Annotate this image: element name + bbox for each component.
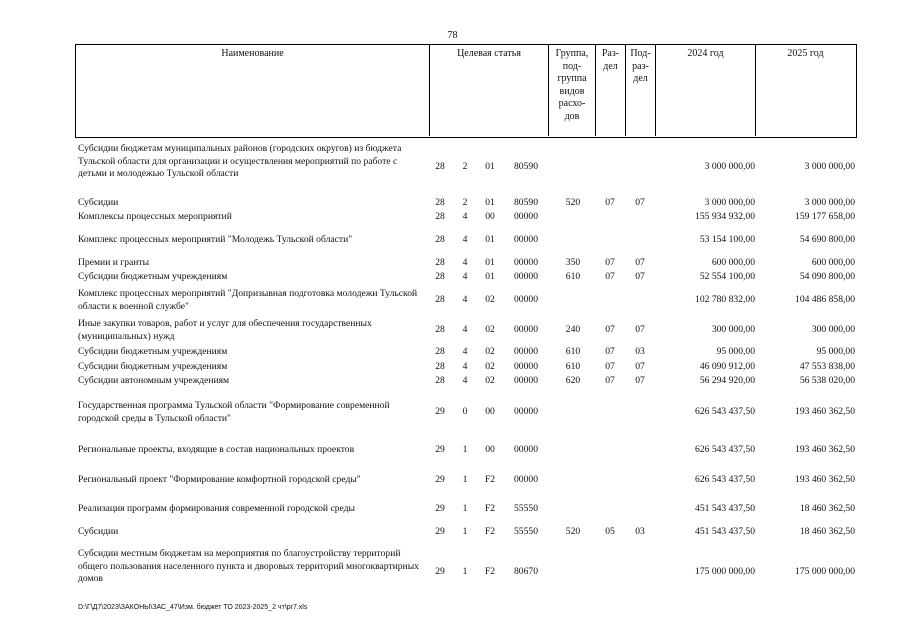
target-program: 29 (435, 526, 445, 537)
section: 07 (605, 257, 615, 268)
amount-2024: 52 554 100,00 (699, 271, 755, 282)
target-program: 29 (435, 566, 445, 577)
subsection: 03 (635, 346, 645, 357)
target-program: 29 (435, 474, 445, 485)
target-subprogram: 1 (462, 503, 468, 514)
target-program: 28 (435, 234, 445, 245)
target-item: F2 (484, 474, 496, 485)
expense-group: 610 (565, 361, 581, 372)
header-subsection (626, 48, 655, 86)
row-name: Субсидии (78, 197, 119, 208)
page-number: 78 (447, 30, 458, 41)
target-subprogram: 2 (462, 197, 468, 208)
row-name: Реализация программ формирования современной городской среды (78, 503, 355, 514)
row-name: Государственная программа Тульской области "Формирование современной городской среды в Тульской области" (78, 400, 390, 424)
target-subprogram: 1 (462, 526, 468, 537)
expense-group: 610 (565, 271, 581, 282)
amount-2024: 95 000,00 (716, 346, 755, 357)
amount-2025: 56 538 020,00 (799, 375, 855, 386)
amount-2025: 3 000 000,00 (804, 197, 855, 208)
header-section-line: дел (603, 60, 618, 72)
row-name: Субсидии бюджетным учреждениям (78, 271, 228, 282)
row-name: Субсидии местным бюджетам на мероприятия по благоустройству территорий общего пользования населенного пункта и дворовых территорий многоквартирных домов (78, 548, 419, 584)
amount-2024: 600 000,00 (711, 257, 755, 268)
expense-group: 620 (565, 375, 581, 386)
target-subprogram: 4 (462, 346, 468, 357)
target-code: 55550 (514, 526, 538, 537)
subsection: 07 (635, 375, 645, 386)
target-code: 00000 (514, 271, 538, 282)
amount-2024: 626 543 437,50 (695, 406, 755, 417)
section: 07 (605, 197, 615, 208)
amount-2025: 54 090 800,00 (799, 271, 855, 282)
target-item: F2 (484, 503, 496, 514)
target-subprogram: 4 (462, 234, 468, 245)
target-subprogram: 1 (462, 474, 468, 485)
target-code: 00000 (514, 257, 538, 268)
target-code: 00000 (514, 474, 538, 485)
target-subprogram: 4 (462, 375, 468, 386)
subsection: 07 (635, 324, 645, 335)
target-item: 01 (485, 271, 495, 282)
target-item: 00 (485, 406, 495, 417)
target-code: 00000 (514, 444, 538, 455)
amount-2025: 175 000 000,00 (795, 566, 855, 577)
target-code: 00000 (514, 211, 538, 222)
subsection: 07 (635, 361, 645, 372)
amount-2024: 3 000 000,00 (704, 197, 755, 208)
target-program: 28 (435, 211, 445, 222)
subsection: 07 (635, 257, 645, 268)
header-section-line: Раз- (601, 48, 620, 59)
amount-2025: 300 000,00 (811, 324, 855, 335)
amount-2024: 46 090 912,00 (699, 361, 755, 372)
target-code: 00000 (514, 324, 538, 335)
target-code: 00000 (514, 346, 538, 357)
subsection: 07 (635, 271, 645, 282)
target-item: 02 (485, 294, 495, 305)
target-subprogram: 2 (462, 161, 468, 172)
section: 07 (605, 375, 615, 386)
expense-group: 350 (565, 257, 581, 268)
row-name: Комплекс процессных мероприятий "Молодежь Тульской области" (78, 234, 353, 245)
expense-group: 240 (565, 324, 581, 335)
target-item: 01 (485, 197, 495, 208)
header-2025: 2025 год (787, 48, 824, 59)
section: 07 (605, 361, 615, 372)
expense-group: 520 (565, 197, 581, 208)
row-name: Субсидии бюджетным учреждениям (78, 361, 228, 372)
amount-2024: 53 154 100,00 (699, 234, 755, 245)
amount-2024: 451 543 437,50 (695, 526, 755, 537)
target-code: 00000 (514, 375, 538, 386)
section: 07 (605, 346, 615, 357)
row-name: Субсидии (78, 526, 119, 537)
target-program: 28 (435, 197, 445, 208)
target-code: 55550 (514, 503, 538, 514)
row-name: Региональный проект "Формирование комфортной городской среды" (78, 474, 361, 485)
amount-2024: 626 543 437,50 (695, 444, 755, 455)
header-group-line: Группа, (555, 48, 589, 59)
target-code: 00000 (514, 234, 538, 245)
amount-2024: 102 780 832,00 (695, 294, 755, 305)
target-program: 28 (435, 324, 445, 335)
target-code: 80590 (514, 161, 538, 172)
target-code: 00000 (514, 406, 538, 417)
target-subprogram: 4 (462, 324, 468, 335)
header-subsection-line: раз- (632, 60, 649, 72)
file-path-footer: D:\Г\Д7\2023\ЗАКОНЫ\ЗАС_47\Изм. бюджет ТО 2023-2025_2 чт\pr7.xls (78, 604, 308, 611)
header-group-line: группа (557, 73, 587, 84)
amount-2025: 193 460 362,50 (795, 474, 855, 485)
header-subsection-line: Под- (630, 48, 651, 59)
row-name: Субсидии бюджетам муниципальных районов (городских округов) из бюджета Тульской области для организации и осуществления мероприятий по работе с детьми и молодежью Тульской области (78, 143, 402, 179)
target-subprogram: 4 (462, 211, 468, 222)
amount-2025: 18 460 362,50 (799, 526, 855, 537)
section: 05 (605, 526, 615, 537)
target-program: 28 (435, 294, 445, 305)
amount-2025: 193 460 362,50 (795, 444, 855, 455)
amount-2024: 56 294 920,00 (699, 375, 755, 386)
amount-2024: 451 543 437,50 (695, 503, 755, 514)
target-program: 28 (435, 375, 445, 386)
target-code: 00000 (514, 361, 538, 372)
target-program: 29 (435, 503, 445, 514)
target-item: F2 (484, 526, 496, 537)
header-group (549, 48, 595, 123)
header-subsection-line: дел (633, 73, 648, 84)
target-item: 02 (485, 324, 495, 335)
header-section (596, 48, 625, 73)
target-program: 28 (435, 257, 445, 268)
section: 07 (605, 271, 615, 282)
header-group-line: под- (562, 60, 582, 72)
target-program: 28 (435, 271, 445, 282)
target-subprogram: 4 (462, 294, 468, 305)
row-name: Региональные проекты, входящие в состав национальных проектов (78, 444, 355, 455)
header-name: Наименование (221, 48, 284, 59)
row-name: Иные закупки товаров, работ и услуг для обеспечения государственных (муниципальных) нужд (78, 318, 372, 342)
target-item: 01 (485, 161, 495, 172)
header-group-line: дов (564, 110, 580, 122)
target-subprogram: 4 (462, 361, 468, 372)
header-target-article: Целевая статья (457, 48, 521, 59)
target-item: 00 (485, 211, 495, 222)
target-item: 02 (485, 361, 495, 372)
target-code: 00000 (514, 294, 538, 305)
target-item: 01 (485, 234, 495, 245)
amount-2025: 54 690 800,00 (799, 234, 855, 245)
amount-2025: 47 553 838,00 (799, 361, 855, 372)
target-item: 02 (485, 375, 495, 386)
target-subprogram: 0 (462, 406, 468, 417)
amount-2025: 600 000,00 (811, 257, 855, 268)
section: 07 (605, 324, 615, 335)
amount-2024: 626 543 437,50 (695, 474, 755, 485)
target-program: 29 (435, 406, 445, 417)
amount-2024: 175 000 000,00 (695, 566, 755, 577)
target-item: 02 (485, 346, 495, 357)
row-name: Премии и гранты (78, 257, 150, 268)
header-group-line: расхо- (558, 98, 586, 109)
target-subprogram: 4 (462, 271, 468, 282)
row-name: Субсидии бюджетным учреждениям (78, 346, 228, 357)
target-item: 01 (485, 257, 495, 268)
amount-2024: 155 934 932,00 (695, 211, 755, 222)
subsection: 07 (635, 197, 645, 208)
target-item: F2 (484, 566, 496, 577)
target-program: 28 (435, 361, 445, 372)
amount-2025: 159 177 658,00 (795, 211, 855, 222)
amount-2024: 3 000 000,00 (704, 161, 755, 172)
row-name: Комплекс процессных мероприятий "Допризывная подготовка молодежи Тульской области к военной службе" (78, 288, 418, 312)
expense-group: 520 (565, 526, 581, 537)
target-program: 28 (435, 161, 445, 172)
target-subprogram: 1 (462, 566, 468, 577)
header-group-line: видов (559, 85, 585, 97)
target-program: 28 (435, 346, 445, 357)
amount-2025: 193 460 362,50 (795, 406, 855, 417)
target-code: 80590 (514, 197, 538, 208)
expense-group: 610 (565, 346, 581, 357)
amount-2024: 300 000,00 (711, 324, 755, 335)
subsection: 03 (635, 526, 645, 537)
row-name: Субсидии автономным учреждениям (78, 375, 230, 386)
amount-2025: 104 486 858,00 (795, 294, 855, 305)
target-subprogram: 1 (462, 444, 468, 455)
target-program: 29 (435, 444, 445, 455)
target-subprogram: 4 (462, 257, 468, 268)
target-code: 80670 (514, 566, 538, 577)
amount-2025: 18 460 362,50 (799, 503, 855, 514)
amount-2025: 3 000 000,00 (804, 161, 855, 172)
header-2024: 2024 год (687, 48, 724, 59)
target-item: 00 (485, 444, 495, 455)
row-name: Комплексы процессных мероприятий (78, 211, 232, 222)
amount-2025: 95 000,00 (816, 346, 855, 357)
